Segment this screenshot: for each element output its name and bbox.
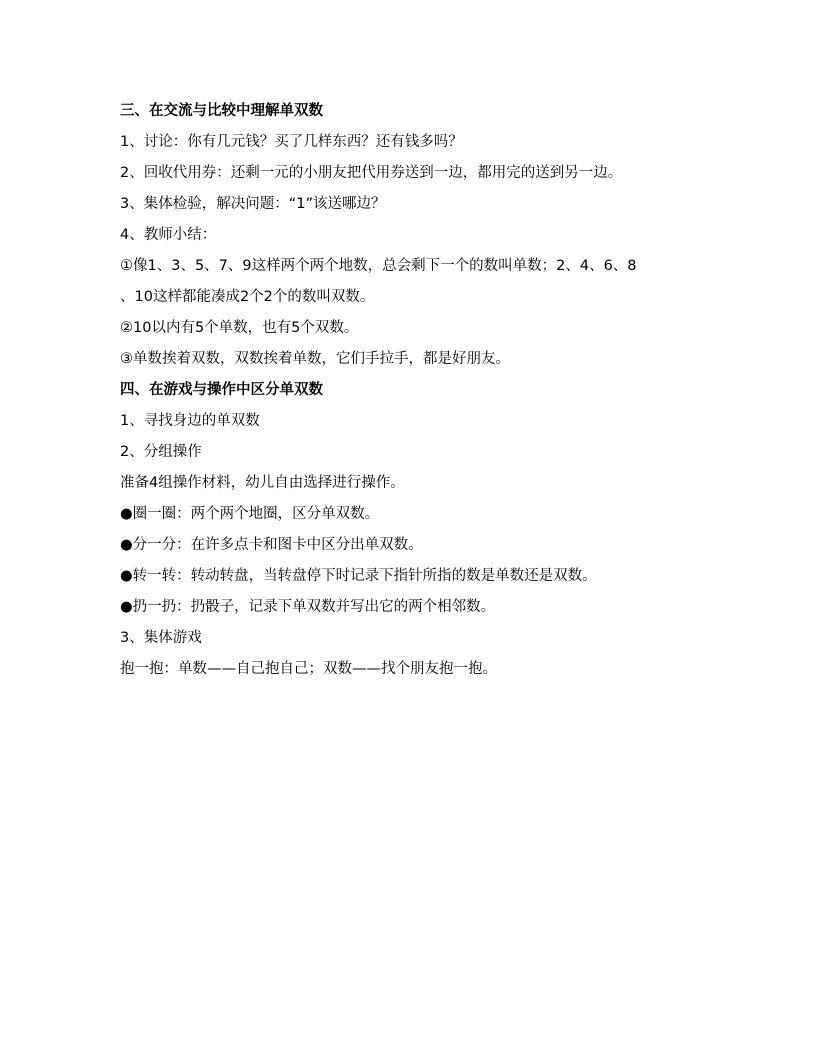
activity-sort: ●分一分：在许多点卡和图卡中区分出单双数。 [120,537,423,553]
summary-point-3: ③单数挨着双数，双数挨着单数，它们手拉手，都是好朋友。 [120,351,510,367]
activity-spin: ●转一转：转动转盘，当转盘停下时记录下指针所指的数是单数还是双数。 [120,568,597,584]
document-body [120,96,710,685]
summary-point-1: ①像1、3、5、7、9这样两个两个地数，总会剩下一个的数叫单数；2、4、6、8 [120,258,637,274]
discussion-item: 1、讨论：你有几元钱？买了几样东西？还有钱多吗？ [120,134,463,150]
activity-circle: ●圈一圈：两个两个地圈，区分单双数。 [120,506,380,522]
summary-point-2: ②10以内有5个单数，也有5个双数。 [120,320,359,336]
find-numbers-item: 1、寻找身边的单双数 [120,413,260,429]
voucher-collection-item: 2、回收代用券：还剩一元的小朋友把代用券送到一边，都用完的送到另一边。 [120,165,623,181]
activity-dice: ●扔一扔：扔骰子，记录下单双数并写出它的两个相邻数。 [120,599,496,615]
materials-item: 准备4组操作材料，幼儿自由选择进行操作。 [120,475,405,491]
section-4-heading: 四、在游戏与操作中区分单双数 [120,382,323,398]
section-3-heading: 三、在交流与比较中理解单双数 [120,103,323,119]
teacher-summary-item: 4、教师小结： [120,227,217,243]
group-game-item: 3、集体游戏 [120,630,202,646]
group-check-item: 3、集体检验，解决问题：“1”该送哪边？ [120,196,386,212]
hug-game-item: 抱一抱：单数——自己抱自己；双数——找个朋友抱一抱。 [120,661,497,677]
summary-point-1-continued: 、10这样都能凑成2个2个的数叫双数。 [120,289,375,305]
group-operation-item: 2、分组操作 [120,444,202,460]
